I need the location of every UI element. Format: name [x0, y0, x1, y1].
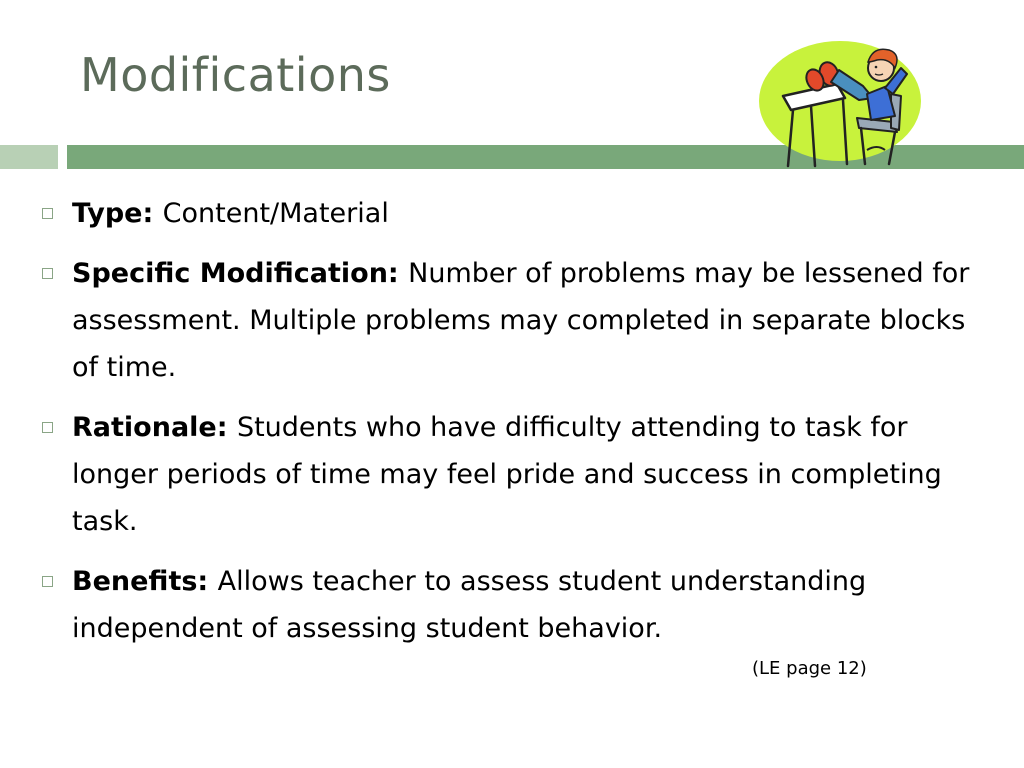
bullet-item-type — [40, 190, 990, 237]
square-bullet-icon — [42, 268, 53, 279]
page-citation: (LE page 12) — [752, 658, 867, 679]
slide-title: Modifications — [80, 48, 391, 102]
bullet-item-specific-modification — [40, 250, 990, 391]
bullet-term: Benefits: — [72, 566, 218, 597]
title-divider-accent — [0, 145, 58, 169]
bullet-text: Allows teacher to assess student understanding independent of assessing student behavior. — [72, 566, 867, 644]
bullet-list — [40, 190, 990, 665]
bullet-item-rationale — [40, 404, 990, 545]
bullet-item-benefits — [40, 558, 990, 652]
bullet-text: Number of problems may be lessened for assessment. Multiple problems may completed in separate blocks of time. — [72, 258, 970, 383]
square-bullet-icon — [42, 576, 53, 587]
bullet-term: Specific Modification: — [72, 258, 409, 289]
bullet-term: Rationale: — [72, 412, 237, 443]
bullet-text: Content/Material — [162, 198, 389, 229]
bullet-term: Type: — [72, 198, 163, 229]
bullet-text: Students who have difficulty attending to task for longer periods of time may feel pride and success in completing task. — [72, 412, 942, 537]
square-bullet-icon — [42, 208, 53, 219]
student-clipart-icon — [755, 38, 925, 178]
square-bullet-icon — [42, 422, 53, 433]
